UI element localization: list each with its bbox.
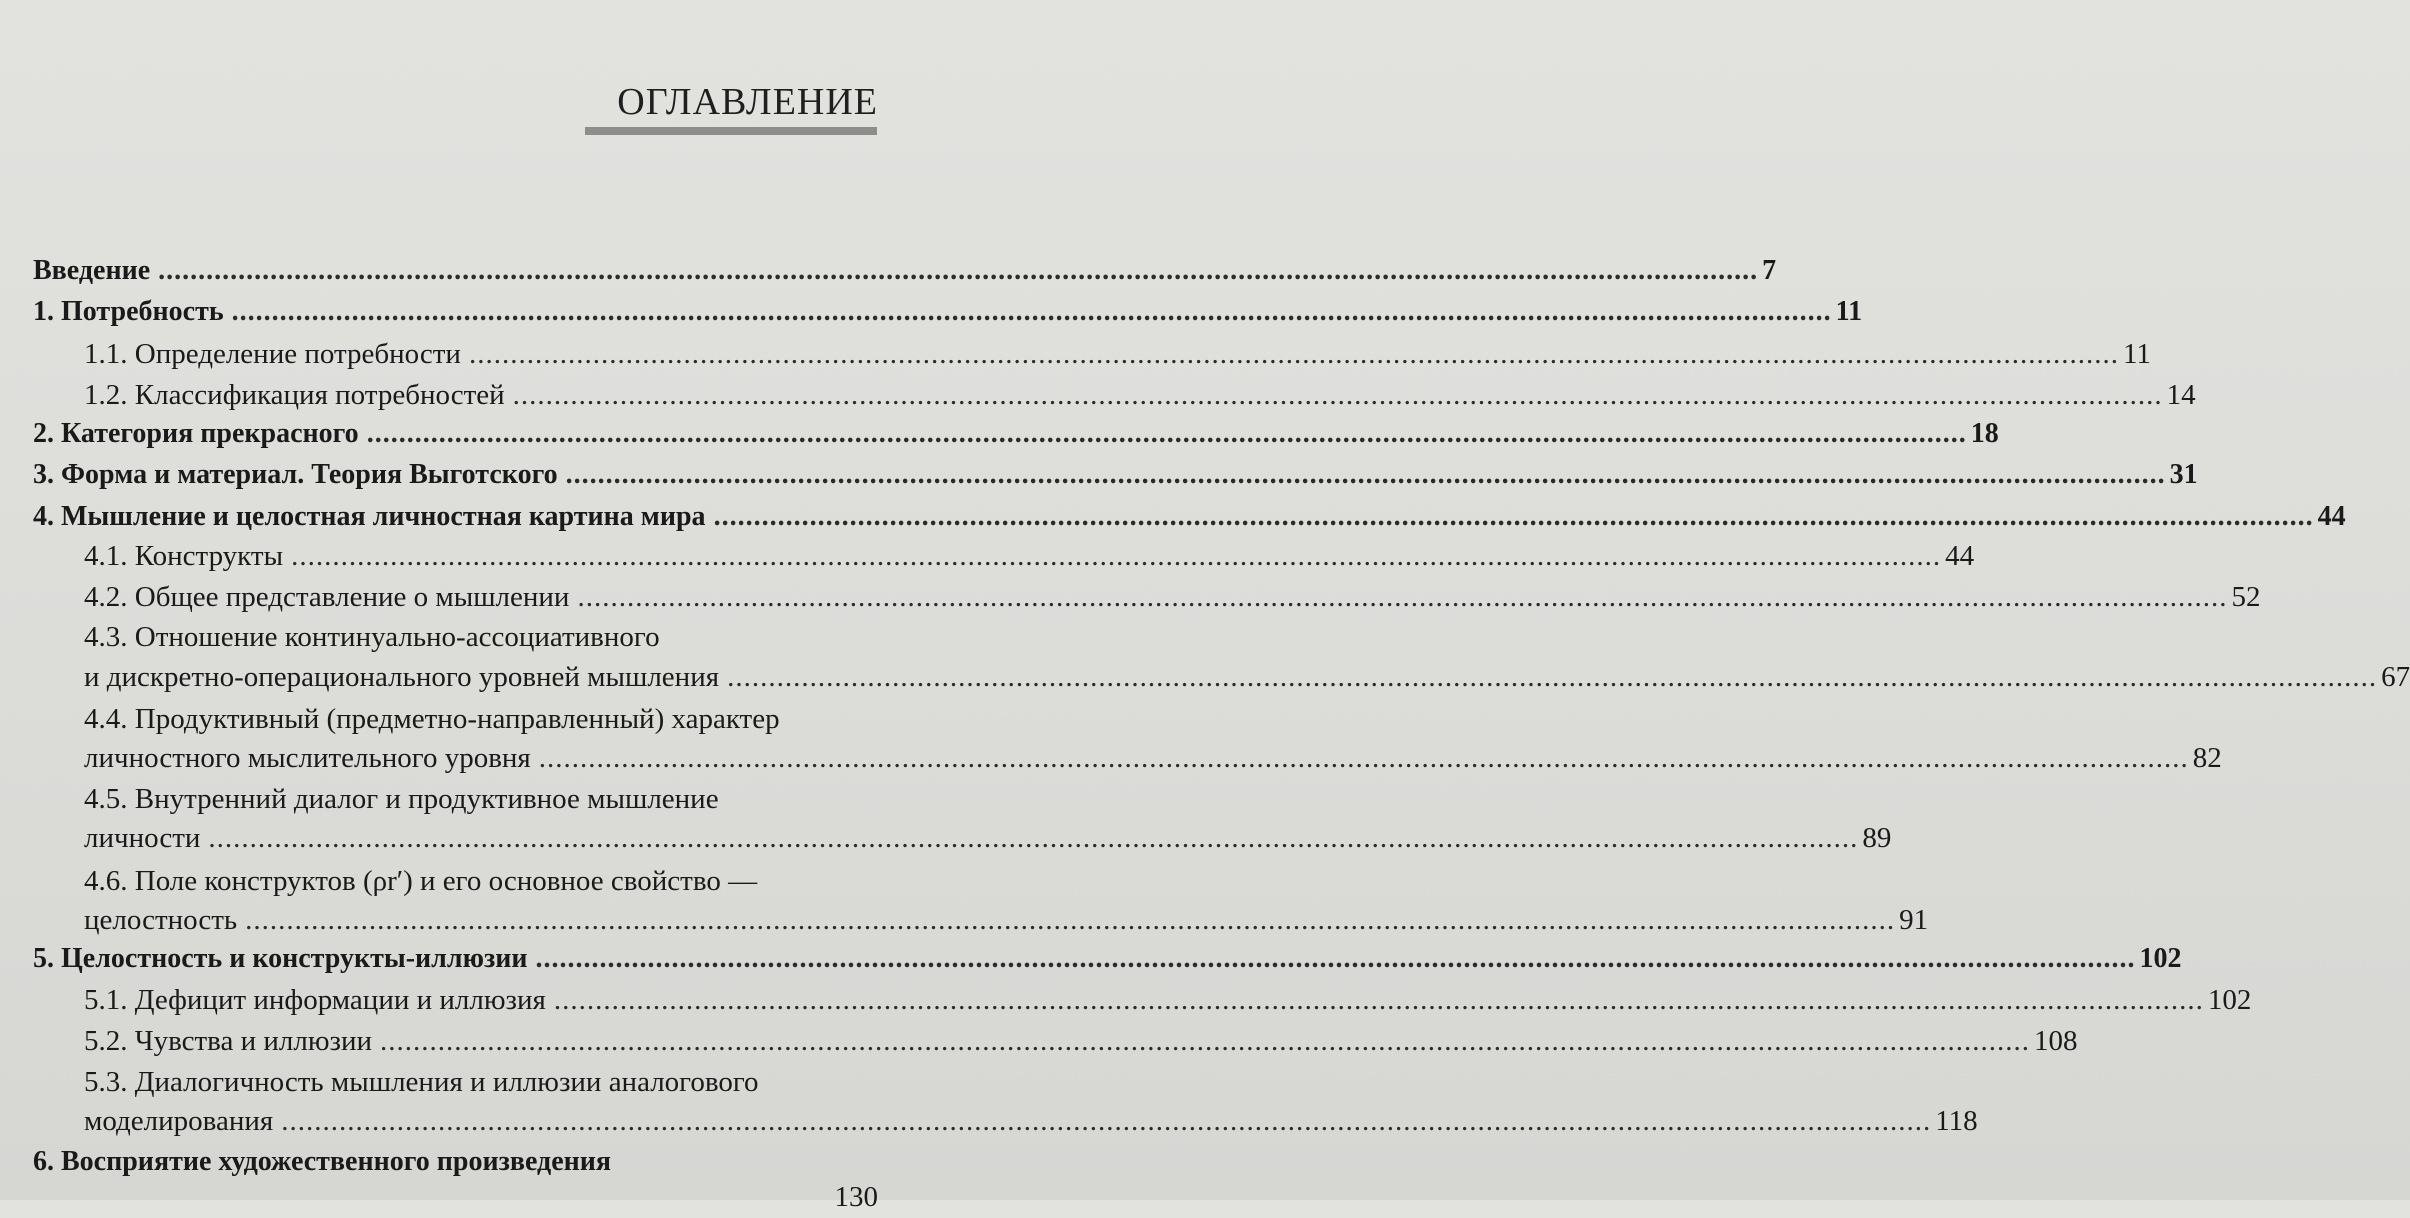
leader-dots: [158, 250, 1758, 292]
toc-entry-page: 89: [1862, 822, 1892, 854]
toc-entry-title: 4. Мышление и целостная личностная картина мира: [33, 501, 706, 532]
toc-entry-page: 102: [2207, 984, 2252, 1016]
leader-dots: [245, 899, 1895, 941]
leader-dots: [566, 454, 2166, 496]
toc-entry-title: 1.1. Определение потребности: [84, 338, 461, 370]
toc-entry-page: 11: [2122, 338, 2151, 370]
toc-subentry: [0, 576, 2261, 618]
toc-subentry: [0, 698, 984, 740]
toc-entry-title: 3. Форма и материал. Теория Выготского: [33, 459, 558, 490]
toc-entry-title: 5.1. Дефицит информации и иллюзия: [84, 984, 546, 1016]
toc-entry-page-partial: [0, 1176, 900, 1213]
toc-entry-page: 67: [2381, 661, 2410, 693]
toc-entry-title: 2. Категория прекрасного: [33, 418, 359, 449]
leader-dots: [536, 938, 2136, 980]
toc-entry-page: 102: [2139, 943, 2182, 974]
toc-entry-title: 1.2. Классификация потребностей: [84, 379, 505, 411]
toc-entry-page: 11: [1835, 296, 1863, 327]
toc-entry-title: 1. Потребность: [33, 296, 224, 327]
toc-entry-title: 5. Целостность и конструкты-иллюзии: [33, 943, 528, 974]
toc-entry: [0, 454, 2198, 496]
toc-subentry: [0, 374, 2196, 416]
toc-entry-page: 118: [1935, 1105, 1978, 1137]
leader-dots: [367, 413, 1967, 455]
toc-subentry-continuation: [0, 737, 2222, 779]
toc-entry-page: 82: [2192, 742, 2222, 774]
toc-entry-title: 4.4. Продуктивный (предметно-направленный) характер: [84, 703, 780, 735]
toc-entry-page: 44: [1945, 540, 1975, 572]
toc-entry-page: 14: [2166, 379, 2196, 411]
leader-dots: [727, 656, 2377, 698]
toc-entry-title: 4.6. Поле конструктов (ρr′) и его основное свойство —: [84, 865, 758, 897]
leader-dots: [291, 535, 1941, 577]
toc-entry: [0, 291, 1863, 333]
toc-entry-title: 4.3. Отношение континуально-ассоциативного: [84, 621, 660, 653]
toc-entry-page: 44: [2317, 501, 2346, 532]
toc-entry-title-continuation: моделирования: [84, 1105, 274, 1137]
leader-dots: [232, 291, 1832, 333]
toc-entry-title-continuation: личностного мыслительного уровня: [84, 742, 531, 774]
toc-entry-title: 5.2. Чувства и иллюзии: [84, 1025, 372, 1057]
leader-dots: [281, 1100, 1931, 1142]
toc-entry-page: 18: [1970, 418, 1999, 449]
page-title: ОГЛАВЛЕНИЕ: [617, 81, 878, 123]
toc-entry-title: 4.5. Внутренний диалог и продуктивное мышление: [84, 783, 719, 815]
toc-entry-title: 5.3. Диалогичность мышления и иллюзии аналогового: [84, 1066, 759, 1098]
toc-subentry-continuation: [0, 1100, 1978, 1142]
toc-entry-title: Введение: [33, 255, 151, 286]
toc-subentry: [0, 1020, 2078, 1062]
toc-entry-title-continuation: личности: [84, 822, 201, 854]
toc-entry: [0, 938, 2182, 980]
toc-entry: [0, 250, 1777, 292]
toc-entry-page: 130: [834, 1181, 878, 1213]
toc-entry-page: 31: [2169, 459, 2198, 490]
leader-dots: [208, 817, 1858, 859]
toc-subentry: [0, 616, 984, 658]
toc-subentry-continuation: [0, 656, 2410, 698]
leader-dots: [554, 979, 2204, 1021]
toc-entry-page: 52: [2231, 581, 2261, 613]
toc-entry-page: 7: [1762, 255, 1777, 286]
leader-dots: [577, 576, 2227, 618]
toc-entry-title: 4.2. Общее представление о мышлении: [84, 581, 570, 613]
toc-entry-title-continuation: целостность: [84, 904, 238, 936]
toc-subentry-continuation: [0, 817, 1892, 859]
toc-entry-page: 108: [2034, 1025, 2078, 1057]
toc-entry-page: 91: [1899, 904, 1929, 936]
toc-entry-title: 4.1. Конструкты: [84, 540, 284, 572]
leader-dots: [539, 737, 2189, 779]
toc-entry-title-continuation: и дискретно-операционального уровней мышления: [84, 661, 720, 693]
toc-subentry: [0, 535, 1975, 577]
toc-subentry: [0, 333, 2151, 375]
leader-dots: [469, 333, 2119, 375]
toc-subentry: [0, 860, 984, 902]
toc-entry: [0, 496, 2346, 538]
toc-subentry-continuation: [0, 899, 1929, 941]
title-underline: [585, 127, 877, 135]
toc-subentry: [0, 1061, 984, 1103]
toc-entry: [0, 413, 1999, 455]
toc-subentry: [0, 778, 984, 820]
leader-dots: [513, 374, 2163, 416]
toc-subentry: [0, 979, 2252, 1021]
leader-dots: [380, 1020, 2030, 1062]
leader-dots: [714, 496, 2314, 538]
toc-entry-title: 6. Восприятие художественного произведения: [33, 1146, 612, 1177]
